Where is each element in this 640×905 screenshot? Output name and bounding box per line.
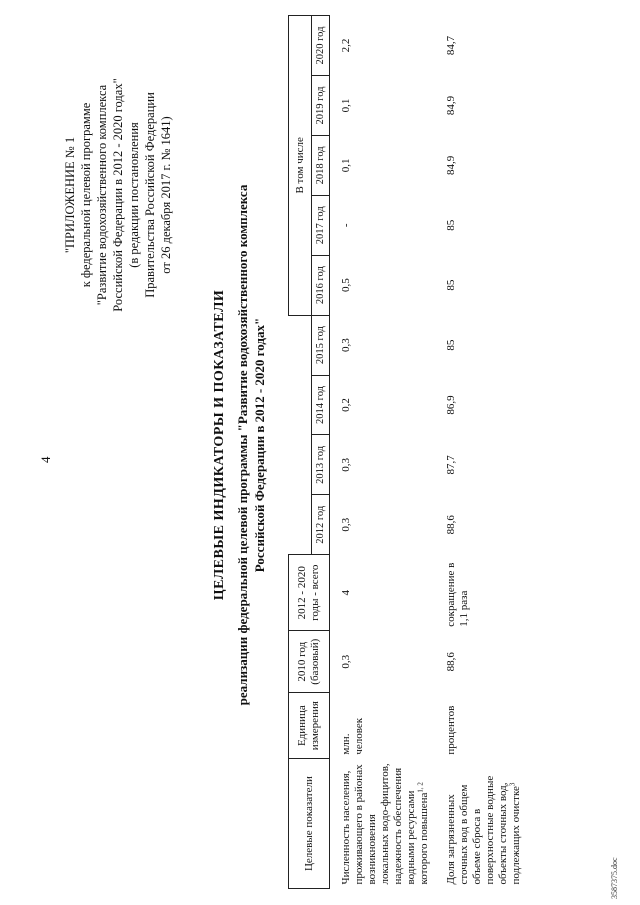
header-year: 2020 год — [312, 16, 330, 76]
year-value: 86,9 — [445, 395, 457, 415]
table-row — [330, 16, 438, 889]
year-value: 0,3 — [340, 458, 352, 472]
appendix-line: "ПРИЛОЖЕНИЕ № 1 — [63, 136, 77, 254]
year-value: 84,9 — [445, 95, 457, 116]
page-number: 4 — [38, 456, 53, 463]
header-spacer — [289, 315, 312, 375]
base-value: 88,6 — [445, 652, 457, 672]
document-title-block — [212, 135, 268, 755]
year-value: 85 — [445, 339, 457, 351]
appendix-line: Российской Федерации в 2012 - 2020 годах" — [111, 78, 125, 312]
header-year: 2018 год — [312, 135, 330, 195]
header-spacer — [289, 435, 312, 495]
header-base-year: 2010 год (базовый) — [289, 631, 330, 693]
header-indicator: Целевые показатели — [289, 759, 330, 889]
year-value: 88,6 — [445, 515, 457, 535]
header-including: В том числе — [289, 16, 312, 316]
header-year: 2016 год — [312, 255, 330, 315]
table-row — [437, 16, 529, 889]
total-value: сокращение в 1,1 раза — [445, 562, 470, 627]
base-value: 0,3 — [340, 654, 352, 669]
indicator-name — [437, 759, 529, 889]
header-spacer — [289, 375, 312, 435]
indicator-name — [330, 759, 438, 889]
year-value: 87,7 — [445, 455, 457, 475]
year-value: 0,3 — [340, 338, 352, 352]
header-spacer — [289, 495, 312, 555]
indicator-unit: процентов — [445, 705, 457, 755]
header-year: 2015 год — [312, 315, 330, 375]
header-year: 2012 год — [312, 495, 330, 555]
document-subtitle-line: Российской Федерации в 2012 - 2020 годах" — [252, 317, 267, 573]
indicator-name-text: Доля загрязненных сточных вод в общем объеме сброса в поверхностные водные объекты сточных вод, подлежащих очистке — [445, 775, 522, 885]
header-unit: Единица измерения — [289, 693, 330, 759]
indicator-unit: млн. человек — [340, 717, 365, 755]
header-total: 2012 - 2020 годы - всего — [289, 555, 330, 631]
year-value: 0,2 — [340, 398, 352, 412]
document-reference: 3587375.doc — [610, 857, 619, 899]
year-value: 84,9 — [445, 155, 457, 175]
footnote-marker: 1, 2 — [416, 782, 425, 793]
year-value: 84,7 — [445, 35, 457, 56]
header-year: 2019 год — [312, 76, 330, 136]
year-value: 0,1 — [340, 98, 352, 113]
appendix-line: "Развитие водохозяйственного комплекса — [95, 84, 109, 306]
indicators-table — [288, 15, 529, 889]
appendix-line: Правительства Российской Федерации — [143, 92, 157, 298]
year-value: 0,1 — [340, 158, 352, 173]
year-value: 85 — [445, 219, 457, 231]
footnote-marker: 3 — [508, 782, 517, 787]
appendix-line: к федеральной целевой программе — [79, 102, 93, 288]
document-subtitle-line: реализации федеральной целевой программы "Развитие водохозяйственного комплекса — [235, 184, 250, 706]
year-value: 0,3 — [340, 517, 352, 532]
year-value: 2,2 — [340, 38, 352, 53]
appendix-line: (в редакции постановления — [127, 122, 141, 268]
total-value: 4 — [340, 589, 352, 596]
document-title: ЦЕЛЕВЫЕ ИНДИКАТОРЫ И ПОКАЗАТЕЛИ — [212, 289, 227, 601]
header-year: 2017 год — [312, 195, 330, 255]
appendix-note — [62, 45, 174, 345]
appendix-line: от 26 декабря 2017 г. № 1641) — [159, 116, 173, 274]
header-year: 2014 год — [312, 375, 330, 435]
header-year: 2013 год — [312, 435, 330, 495]
indicator-name-text: Численность населения, проживающего в районах возникновения локальных водо-фицитов, надежность обеспечения водными ресурсами которого повышена — [340, 763, 430, 885]
year-value: - — [340, 223, 352, 228]
year-value: 85 — [445, 279, 457, 291]
year-value: 0,5 — [340, 278, 352, 293]
